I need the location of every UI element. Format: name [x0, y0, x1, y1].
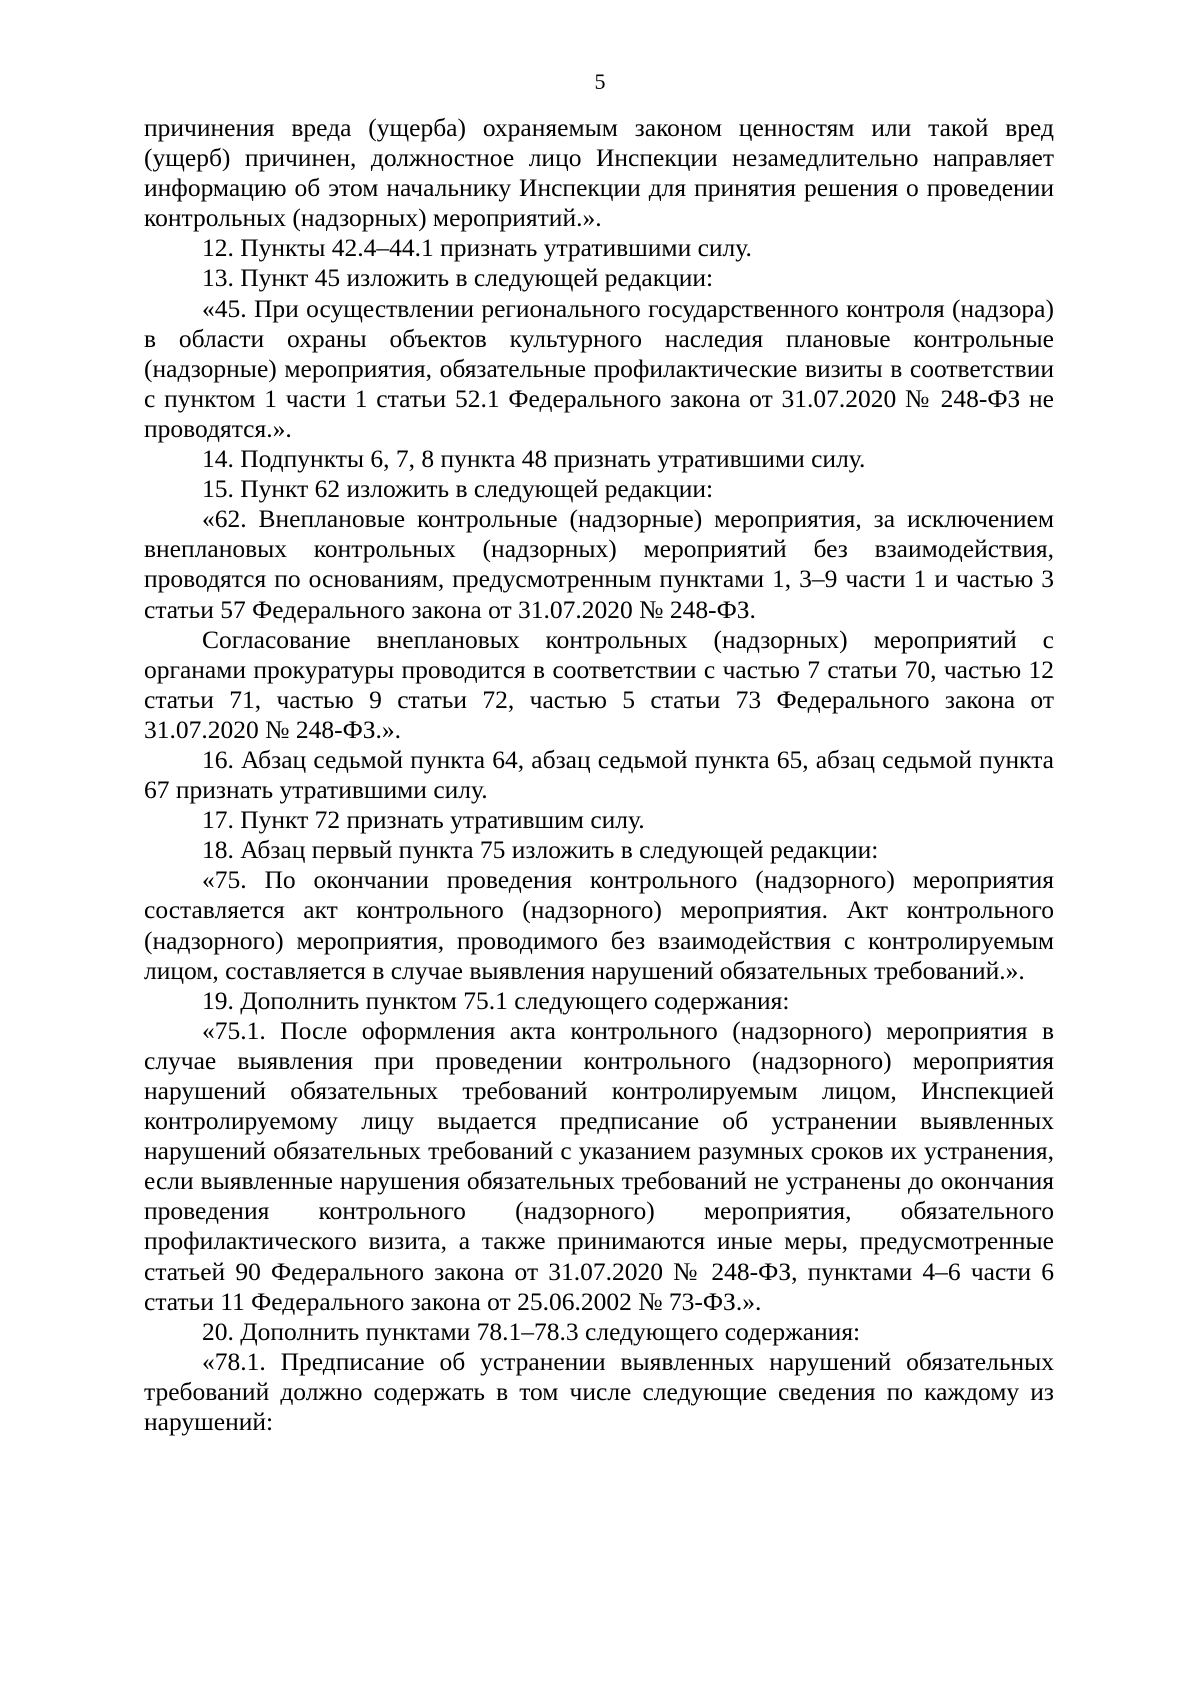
paragraph: 19. Дополнить пунктом 75.1 следующего содержания: [202, 985, 790, 1015]
paragraph: «62. Внеплановые контрольные (надзорные) мероприятия, за исключением внеплановых контрольных (надзорных) мероприятий без взаимодействия, проводятся по основаниям, предусмотренным пунктами 1, 3–9 части 1 и частью 3 статьи 57 Федерального закона от 31.07.2020 № 248-ФЗ. [144, 504, 1054, 624]
paragraph: 12. Пункты 42.4–44.1 признать утратившими силу. [202, 233, 752, 263]
page-number: 5 [594, 69, 606, 94]
paragraph: «75. По окончании проведения контрольного (надзорного) мероприятия составляется акт контрольного (надзорного) мероприятия. Акт контрольного (надзорного) мероприятия, проводимого без взаимодействия с контролируемым лицом, составляется в случае выявления нарушений обязательных требований.». [144, 865, 1054, 985]
paragraph: 16. Абзац седьмой пункта 64, абзац седьмой пункта 65, абзац седьмой пункта 67 признать утратившими силу. [144, 744, 1054, 805]
paragraph: 15. Пункт 62 изложить в следующей редакции: [202, 474, 714, 504]
paragraph: «75.1. После оформления акта контрольного (надзорного) мероприятия в случае выявления при проведении контрольного (надзорного) мероприятия нарушений обязательных требований контролируемым лицом, Инспекцией контролируемому лицу выдается предписание об устранении выявленных нарушений обязательных требований с указанием разумных сроков их устранения, если выявленные нарушения обязательных требований не устранены до окончания проведения контрольного (надзорного) мероприятия, обязательного профилактического визита, а также принимаются иные меры, предусмотренные статьей 90 Федерального закона от 31.07.2020 № 248-ФЗ, пунктами 4–6 части 6 статьи 11 Федерального закона от 25.06.2002 № 73-ФЗ.». [144, 1015, 1054, 1316]
paragraph: «45. При осуществлении регионального государственного контроля (надзора) в области охраны объектов культурного наследия плановые контрольные (надзорные) мероприятия, обязательные профилактические визиты в соответствии с пунктом 1 части 1 статьи 52.1 Федерального закона от 31.07.2020 № 248-ФЗ не проводятся.». [144, 293, 1054, 443]
paragraph: 20. Дополнить пунктами 78.1–78.3 следующего содержания: [202, 1316, 861, 1346]
paragraph: 18. Абзац первый пункта 75 изложить в следующей редакции: [202, 835, 879, 865]
document-body [144, 113, 1054, 1437]
paragraph: «78.1. Предписание об устранении выявленных нарушений обязательных требований должно содержать в том числе следующие сведения по каждому из нарушений: [144, 1346, 1054, 1437]
paragraph: 17. Пункт 72 признать утратившим силу. [202, 805, 645, 835]
paragraph: 14. Подпункты 6, 7, 8 пункта 48 признать утратившими силу. [202, 444, 866, 474]
paragraph: причинения вреда (ущерба) охраняемым законом ценностям или такой вред (ущерб) причинен, должностное лицо Инспекции незамедлительно направляет информацию об этом начальнику Инспекции для принятия решения о проведении контрольных (надзорных) мероприятий.». [144, 113, 1054, 233]
paragraph: 13. Пункт 45 изложить в следующей редакции: [202, 263, 714, 293]
paragraph: Согласование внеплановых контрольных (надзорных) мероприятий с органами прокуратуры проводится в соответствии с частью 7 статьи 70, частью 12 статьи 71, частью 9 статьи 72, частью 5 статьи 73 Федерального закона от 31.07.2020 № 248-ФЗ.». [144, 624, 1054, 744]
